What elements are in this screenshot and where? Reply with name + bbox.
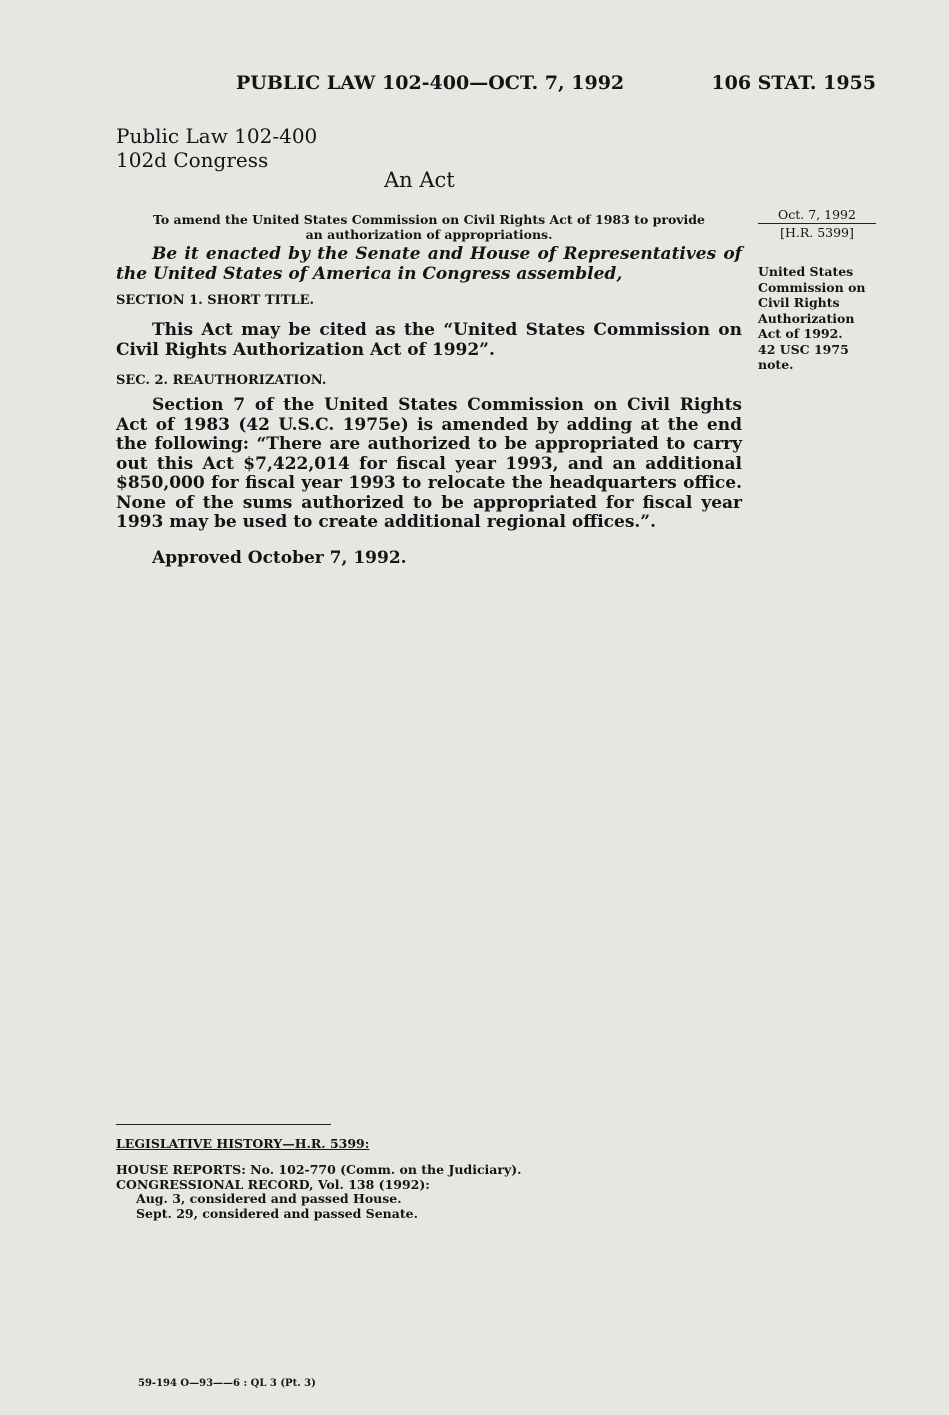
legislative-history-heading: LEGISLATIVE HISTORY—H.R. 5399: [116, 1136, 370, 1151]
margin-date: Oct. 7, 1992 [758, 206, 876, 224]
margin-note-line: Act of 1992. [758, 326, 843, 341]
running-head-citation: PUBLIC LAW 102-400—OCT. 7, 1992 [236, 72, 625, 94]
congress-number: 102d Congress [116, 148, 269, 172]
purpose-statement [116, 212, 742, 242]
purpose-line-2: an authorization of appropriations. [305, 227, 553, 242]
margin-note-line: note. [758, 357, 794, 372]
purpose-line-1: To amend the United States Commission on Civil Rights Act of 1983 to provide [152, 212, 706, 227]
house-reports: HOUSE REPORTS: No. 102-770 (Comm. on the Judiciary). [116, 1162, 522, 1177]
congressional-record: CONGRESSIONAL RECORD, Vol. 138 (1992): [116, 1176, 430, 1192]
margin-date-block [758, 206, 876, 241]
margin-note [758, 264, 876, 373]
approval-date: Approved October 7, 1992. [152, 548, 407, 568]
act-title: An Act [384, 168, 455, 192]
footer-print-code: 59-194 O—93——6 : QL 3 (Pt. 3) [138, 1378, 316, 1389]
margin-note-line: Authorization [758, 310, 855, 326]
history-entry: Sept. 29, considered and passed Senate. [136, 1205, 418, 1221]
margin-note-line: Civil Rights [758, 295, 840, 310]
section-2-text: Section 7 of the United States Commission on Civil Rights Act of 1983 (42 U.S.C. 1975e) is amended by adding at the end the following: “There are authorized to be appropriated to carry out this Act $7,422,014 for fiscal year 1993, and an additional $850,000 for fiscal year 1993 to relocate the headquarters office. None of the sums authorized to be appropriated for fiscal year 1993 may be used to create additional regional offices.”. [116, 395, 742, 532]
running-head [236, 72, 876, 100]
section-1-heading: SECTION 1. SHORT TITLE. [116, 293, 315, 308]
section-2-heading: SEC. 2. REAUTHORIZATION. [116, 373, 327, 388]
margin-bill-number: [H.R. 5399] [780, 225, 854, 240]
margin-note-line: 42 USC 1975 [758, 341, 849, 357]
history-entry: Aug. 3, considered and passed House. [136, 1191, 402, 1206]
running-head-stat-page: 106 STAT. 1955 [711, 72, 876, 94]
enacting-clause: Be it enacted by the Senate and House of Representatives of the United States of America in Congress assembled, [116, 244, 742, 284]
law-title-block [116, 124, 317, 172]
legislative-history [116, 1163, 522, 1221]
margin-note-line: United States [758, 264, 854, 279]
law-number: Public Law 102-400 [116, 124, 318, 148]
section-1-text: This Act may be cited as the “United States Commission on Civil Rights Authorization Act of 1992”. [116, 320, 742, 360]
margin-note-line: Commission on [758, 279, 866, 295]
history-divider [116, 1124, 331, 1125]
